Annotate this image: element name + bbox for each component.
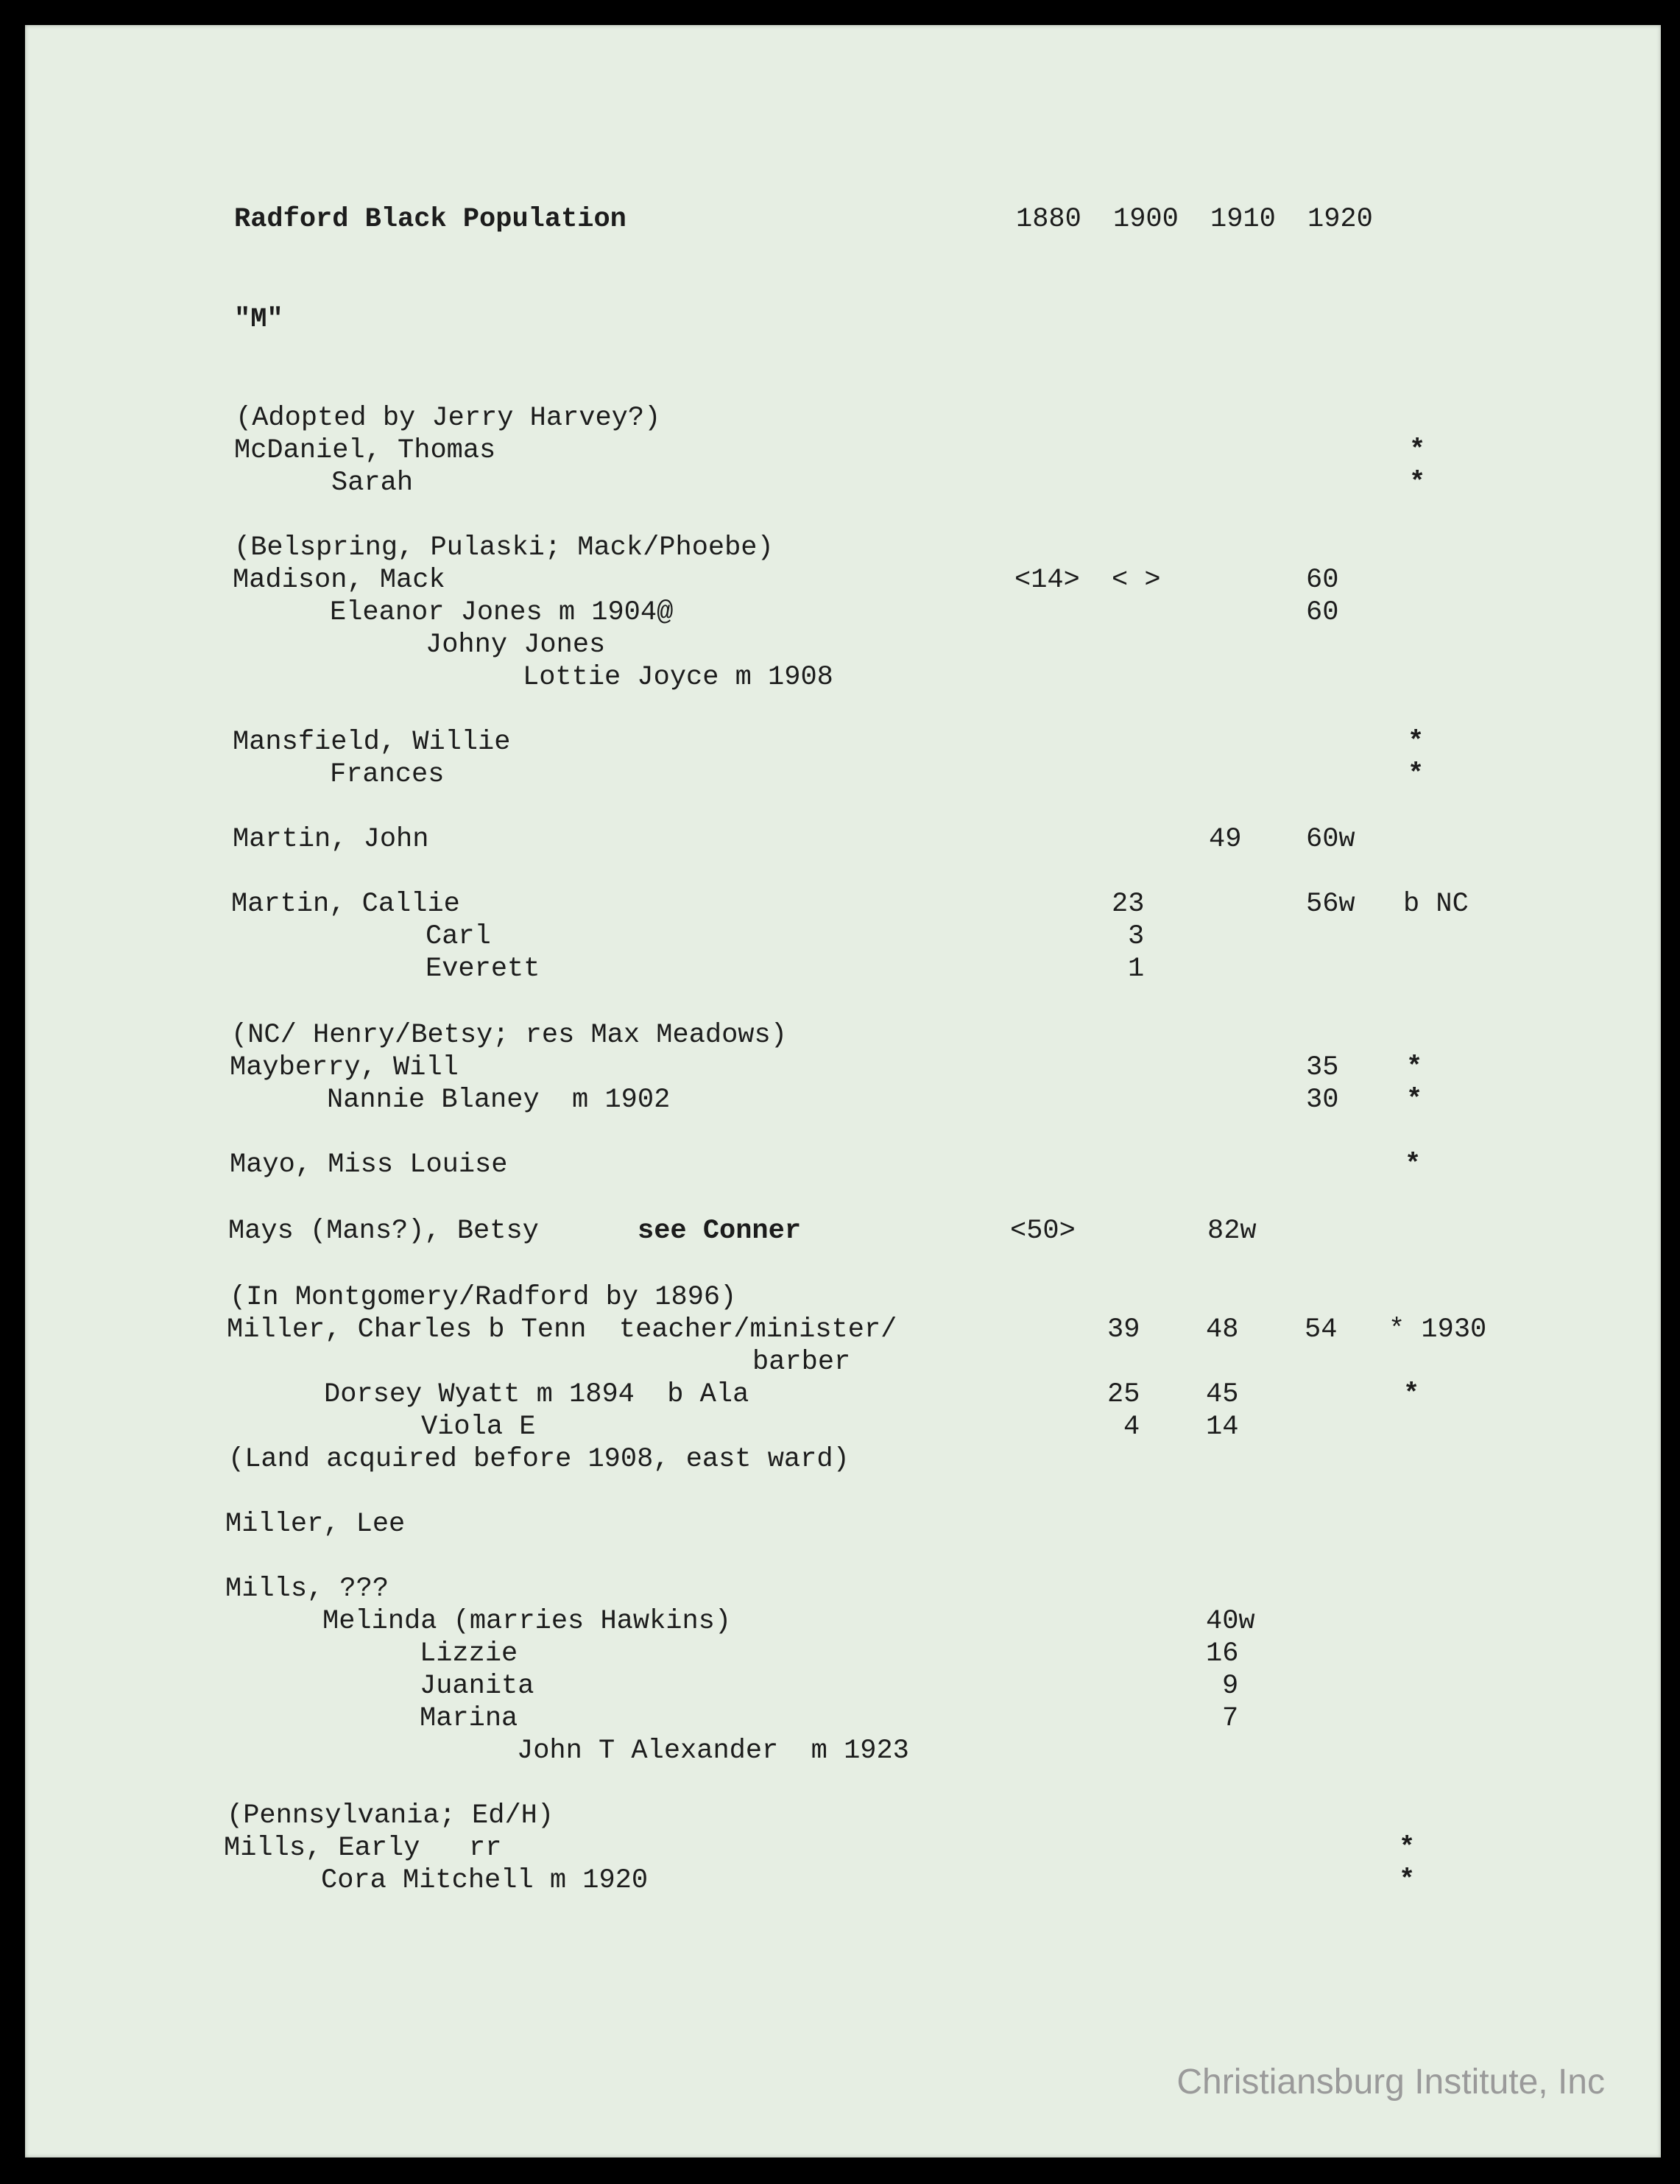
value-1910: 45 xyxy=(1206,1379,1239,1410)
value-1920: 35 xyxy=(1306,1052,1339,1083)
entry-member: Everett xyxy=(426,954,540,984)
note-line: (In Montgomery/Radford by 1896) xyxy=(230,1282,737,1313)
value-1880: <14> xyxy=(1014,565,1080,596)
entry-name: McDaniel, Thomas xyxy=(234,435,496,466)
note-line: (NC/ Henry/Betsy; res Max Meadows) xyxy=(231,1020,787,1051)
page-title: Radford Black Population xyxy=(234,204,627,235)
entry-name: Mays (Mans?), Betsy xyxy=(228,1216,539,1247)
value-1900: 3 xyxy=(1128,921,1145,952)
star-mark: * xyxy=(1403,1379,1420,1410)
star-mark: * xyxy=(1405,1149,1422,1180)
value-1900: 25 xyxy=(1107,1379,1140,1410)
year-1920-header: 1920 xyxy=(1307,204,1373,235)
entry-name: Mayberry, Will xyxy=(230,1052,459,1083)
entry-member: Dorsey Wyatt m 1894 b Ala xyxy=(324,1379,749,1410)
value-1900: 1 xyxy=(1128,954,1145,984)
value-1900: 23 xyxy=(1112,889,1145,920)
entry-name: Madison, Mack xyxy=(233,565,445,596)
value-1910: 82w xyxy=(1207,1216,1257,1247)
entry-member: John T Alexander m 1923 xyxy=(517,1736,909,1766)
occupation-continued: barber xyxy=(752,1347,851,1378)
entry-member: Johny Jones xyxy=(426,630,606,661)
note-line: (Adopted by Jerry Harvey?) xyxy=(236,403,661,434)
value-1910: 49 xyxy=(1209,824,1242,855)
entry-member: Eleanor Jones m 1904@ xyxy=(330,597,674,628)
star-mark: * xyxy=(1406,1052,1423,1083)
value-1910: 16 xyxy=(1206,1638,1239,1669)
value-1920: 54 xyxy=(1305,1314,1338,1345)
value-1920: 30 xyxy=(1306,1085,1339,1116)
entry-member: Carl xyxy=(426,921,491,952)
note-line: (Land acquired before 1908, east ward) xyxy=(228,1444,850,1475)
value-1920: 60 xyxy=(1306,597,1339,628)
value-1910: 7 xyxy=(1222,1703,1239,1734)
value-1880: <50> xyxy=(1010,1216,1076,1247)
star-mark: * xyxy=(1409,435,1426,466)
entry-name: Martin, Callie xyxy=(231,889,460,920)
entry-member: Viola E xyxy=(421,1412,536,1443)
entry-member: Melinda (marries Hawkins) xyxy=(322,1606,732,1637)
note-line: (Pennsylvania; Ed/H) xyxy=(227,1800,554,1831)
entry-member: Lizzie xyxy=(420,1638,518,1669)
year-1880-header: 1880 xyxy=(1016,204,1081,235)
entry-member: Sarah xyxy=(331,468,414,499)
entry-member: Nannie Blaney m 1902 xyxy=(327,1085,671,1116)
value-1910: 40w xyxy=(1206,1606,1255,1637)
later-census-note: * 1930 xyxy=(1388,1314,1487,1345)
watermark-text: Christiansburg Institute, Inc xyxy=(1176,2063,1605,2102)
value-1920: 56w xyxy=(1306,889,1355,920)
cross-reference: see Conner xyxy=(638,1216,802,1247)
entry-name: Mills, Early rr xyxy=(224,1833,502,1864)
entry-name: Mills, ??? xyxy=(225,1574,389,1604)
star-mark: * xyxy=(1408,727,1425,758)
entry-name: Miller, Charles b Tenn teacher/minister/ xyxy=(227,1314,897,1345)
value-1920: 60w xyxy=(1306,824,1355,855)
star-mark: * xyxy=(1399,1865,1416,1896)
entry-name: Mayo, Miss Louise xyxy=(230,1149,508,1180)
section-letter: "M" xyxy=(234,304,283,335)
birthplace-note: b NC xyxy=(1403,889,1469,920)
note-line: (Belspring, Pulaski; Mack/Phoebe) xyxy=(234,532,774,563)
star-mark: * xyxy=(1399,1833,1416,1864)
star-mark: * xyxy=(1409,468,1426,499)
year-1910-header: 1910 xyxy=(1210,204,1276,235)
entry-member: Frances xyxy=(330,759,445,790)
value-1910: 48 xyxy=(1206,1314,1239,1345)
entry-name: Martin, John xyxy=(233,824,429,855)
value-1900: < > xyxy=(1112,565,1161,596)
star-mark: * xyxy=(1406,1085,1423,1116)
year-1900-header: 1900 xyxy=(1113,204,1179,235)
star-mark: * xyxy=(1408,759,1425,790)
value-1910: 9 xyxy=(1222,1671,1239,1702)
entry-name: Mansfield, Willie xyxy=(233,727,511,758)
value-1920: 60 xyxy=(1306,565,1339,596)
value-1900: 39 xyxy=(1107,1314,1140,1345)
entry-member: Juanita xyxy=(420,1671,534,1702)
entry-name: Miller, Lee xyxy=(225,1509,406,1540)
value-1900: 4 xyxy=(1123,1412,1140,1443)
entry-member: Lottie Joyce m 1908 xyxy=(523,662,833,693)
value-1910: 14 xyxy=(1206,1412,1239,1443)
document-page xyxy=(25,25,1661,2157)
entry-member: Marina xyxy=(420,1703,518,1734)
entry-member: Cora Mitchell m 1920 xyxy=(321,1865,649,1896)
